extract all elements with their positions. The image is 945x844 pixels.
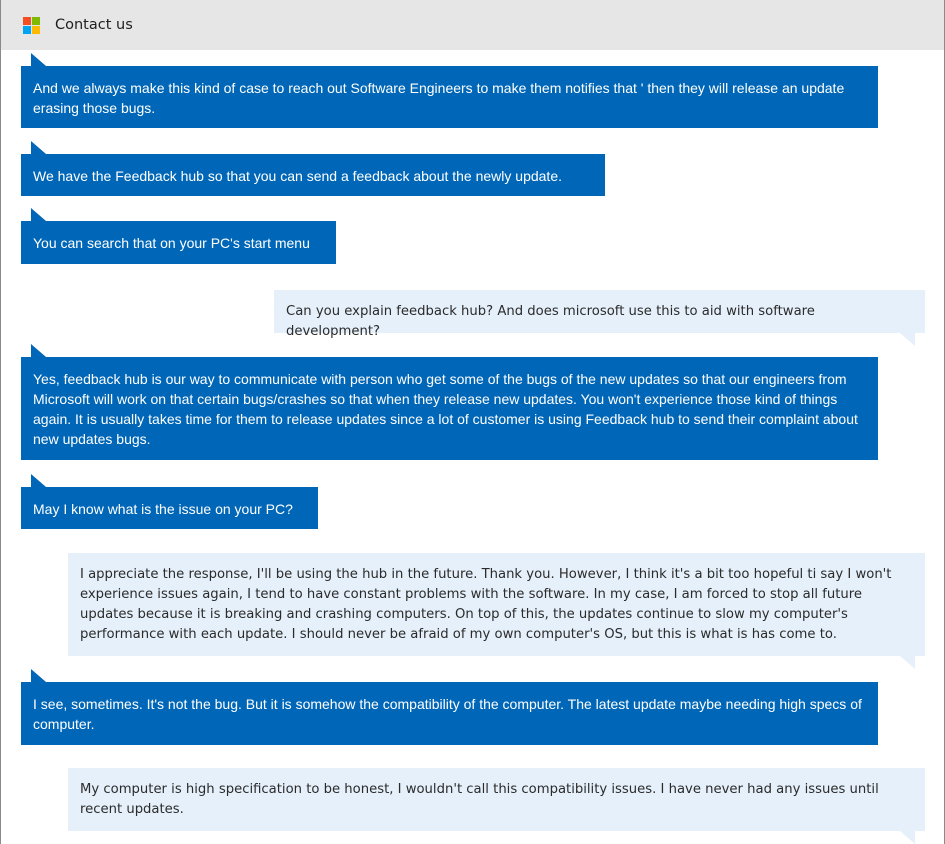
agent-message (21, 682, 878, 745)
user-message (274, 290, 925, 339)
message-text: And we always make this kind of case to reach out Software Engineers to make them notifies that ' then they will release an update erasing those bugs. (33, 80, 845, 116)
agent-message (21, 221, 336, 264)
title-bar (1, 0, 944, 50)
bubble-tail (31, 344, 46, 357)
message-text: You can search that on your PC's start menu (33, 235, 310, 251)
message-text: Yes, feedback hub is our way to communicate with person who get some of the bugs of the new updates so that our engineers from Microsoft will work on that certain bugs/crashes so that when they release new updates. You won't experience those kind of things again. It is usually takes time for them to release updates since a lot of customer is using Feedback hub to send their complaint about new updates bugs. (33, 371, 858, 447)
message-text: Can you explain feedback hub? And does microsoft use this to aid with software development? (286, 304, 815, 339)
message-text: My computer is high specification to be honest, I wouldn't call this compatibility issues. I have never had any issues until recent updates. (80, 782, 879, 817)
bubble-tail (31, 53, 46, 66)
message-text: May I know what is the issue on your PC? (33, 501, 293, 517)
user-message (68, 768, 925, 831)
bubble-tail (900, 333, 915, 346)
bubble-tail (900, 831, 915, 844)
bubble-tail (31, 208, 46, 221)
bubble-tail (31, 141, 46, 154)
bubble-tail (31, 474, 46, 487)
user-message (68, 553, 925, 656)
bubble-tail (31, 669, 46, 682)
agent-message (21, 357, 878, 460)
message-text: I see, sometimes. It's not the bug. But it is somehow the compatibility of the computer. The latest update maybe needing high specs of computer. (33, 696, 862, 732)
agent-message (21, 487, 318, 529)
windows-logo-icon (23, 17, 40, 34)
bubble-tail (900, 656, 915, 669)
window-title: Contact us (55, 17, 133, 33)
agent-message (21, 154, 605, 196)
message-text: We have the Feedback hub so that you can send a feedback about the newly update. (33, 168, 562, 184)
agent-message (21, 66, 878, 128)
message-text: I appreciate the response, I'll be using the hub in the future. Thank you. However, I think it's a bit too hopeful ti say I won't experience issues again, I tend to have constant problems with the software. In my case, I am forced to stop all future updates because it is breaking and crashing computers. On top of this, the updates continue to slow my computer's performance with each update. I should never be afraid of my own computer's OS, but this is what is has come to. (80, 567, 892, 642)
